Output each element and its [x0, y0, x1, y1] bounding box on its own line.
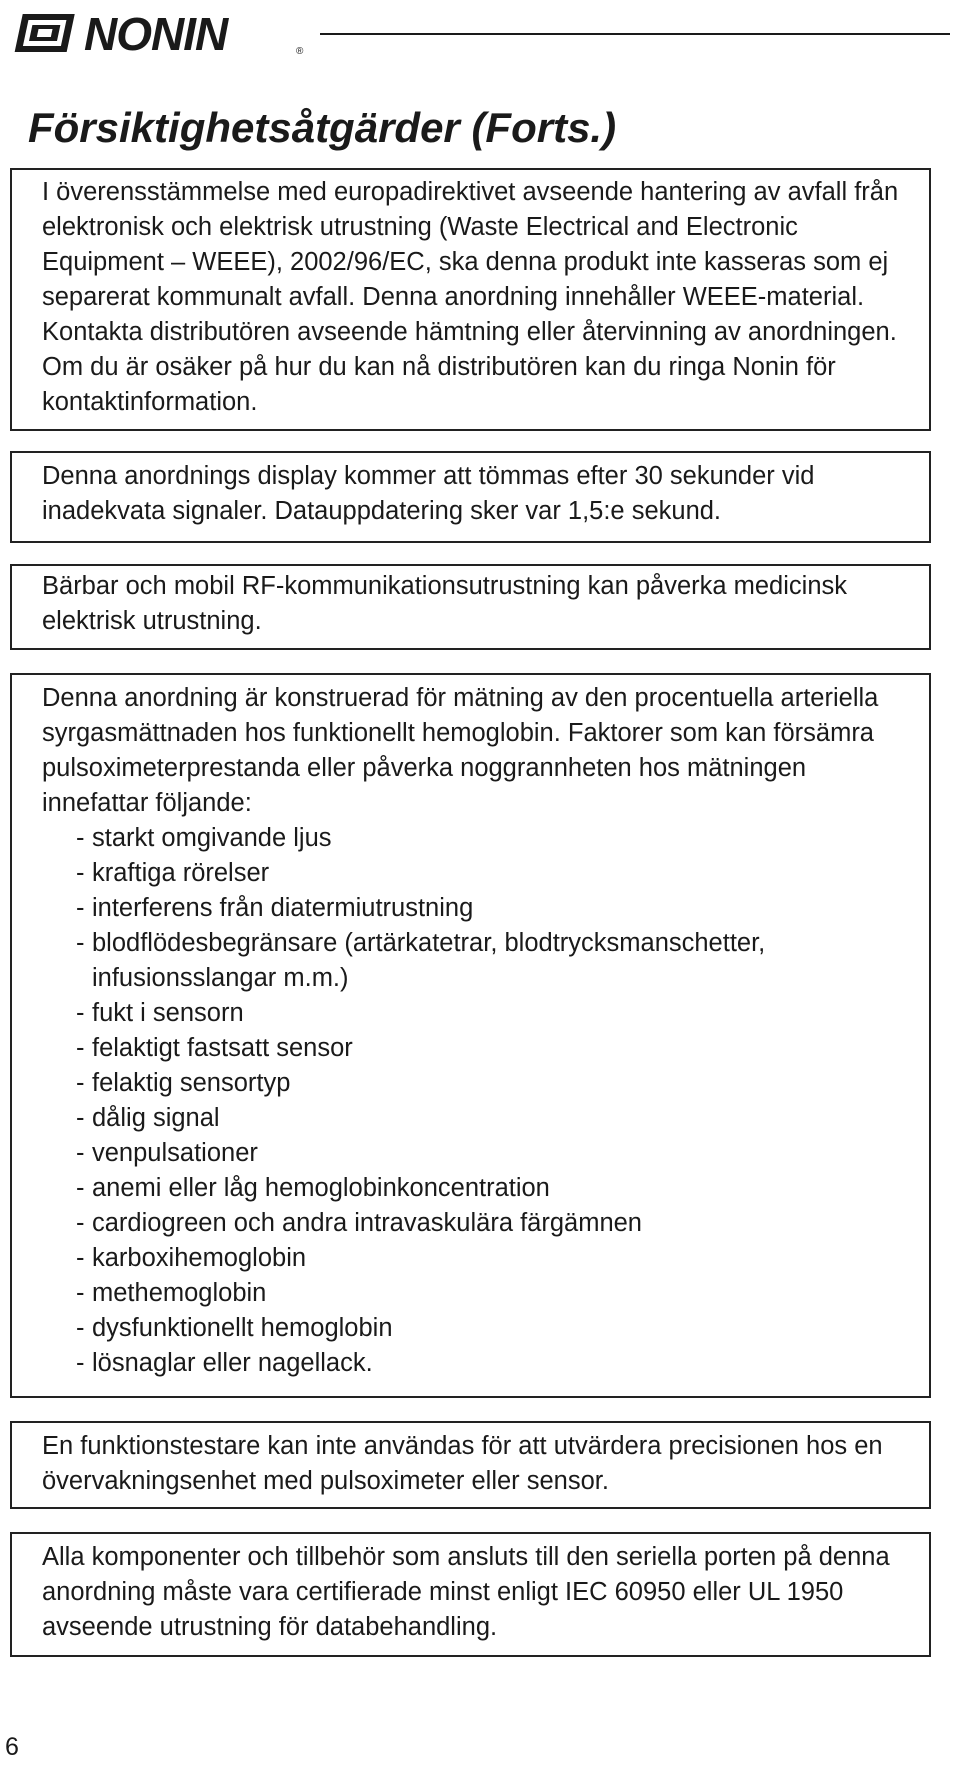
list-item: - methemoglobin — [76, 1276, 905, 1311]
list-item: - blodflödesbegränsare (artärkatetrar, blodtrycksmanschetter, infusionsslangar m.m.) — [76, 926, 905, 996]
notice-text: Denna anordning är konstruerad för mätning av den procentuella arteriella syrgasmättnaden hos funktionellt hemoglobin. Faktorer som kan försämra pulsoximeterprestanda eller påverka noggrannheten hos mätningen innefattar följande: — [42, 684, 879, 817]
list-item: - felaktigt fastsatt sensor — [76, 1031, 905, 1066]
list-item: - interferens från diatermiutrustning — [76, 891, 905, 926]
page-title: Försiktighetsåtgärder (Forts.) — [28, 104, 617, 151]
list-item: - anemi eller låg hemoglobinkoncentration — [76, 1171, 905, 1206]
notice-serial-port — [10, 1532, 931, 1657]
list-item: - karboxihemoglobin — [76, 1241, 905, 1276]
factor-list — [42, 821, 905, 1381]
list-item: - fukt i sensorn — [76, 996, 905, 1031]
logo-wordmark: NONIN — [84, 8, 228, 58]
notice-rf-equipment — [10, 564, 931, 650]
notice-accuracy-factors — [10, 673, 931, 1398]
list-item: - dysfunktionellt hemoglobin — [76, 1311, 905, 1346]
nonin-logo — [10, 8, 310, 58]
notice-function-tester — [10, 1421, 931, 1509]
list-item: - starkt omgivande ljus — [76, 821, 905, 856]
notice-text: Denna anordnings display kommer att tömmas efter 30 sekunder vid inadekvata signaler. Datauppdatering sker var 1,5:e sekund. — [42, 462, 815, 525]
list-item: - felaktig sensortyp — [76, 1066, 905, 1101]
list-item: - cardiogreen och andra intravaskulära färgämnen — [76, 1206, 905, 1241]
notice-weee — [10, 168, 931, 431]
notice-text: Bärbar och mobil RF-kommunikationsutrustning kan påverka medicinsk elektrisk utrustning. — [42, 572, 848, 635]
page-header — [10, 8, 950, 58]
page-number: 6 — [5, 1733, 19, 1761]
list-item: - dålig signal — [76, 1101, 905, 1136]
notice-text: I överensstämmelse med europadirektivet avseende hantering av avfall från elektronisk och elektrisk utrustning (Waste Electrical and Electronic Equipment – WEEE), 2002/96/EC, ska denna produkt inte kasseras som ej separerat kommunalt avfall. Denna anordning innehåller WEEE-material. Kontakta distributören avseende hämtning eller återvinning av anordningen. Om du är osäker på hur du kan nå distributören kan du ringa Nonin för kontaktinformation. — [42, 178, 899, 416]
notice-display-timeout — [10, 451, 931, 543]
list-item: - lösnaglar eller nagellack. — [76, 1346, 905, 1381]
nonin-emblem-icon — [15, 14, 75, 52]
notice-text: Alla komponenter och tillbehör som ansluts till den seriella porten på denna anordning måste vara certifierade minst enligt IEC 60950 eller UL 1950 avseende utrustning för databehandling. — [42, 1543, 890, 1641]
list-item: - venpulsationer — [76, 1136, 905, 1171]
registered-mark: ® — [296, 46, 304, 57]
list-item: - kraftiga rörelser — [76, 856, 905, 891]
notice-text: En funktionstestare kan inte användas för att utvärdera precisionen hos en övervakningsenhet med pulsoximeter eller sensor. — [42, 1432, 883, 1495]
header-rule — [320, 33, 950, 35]
